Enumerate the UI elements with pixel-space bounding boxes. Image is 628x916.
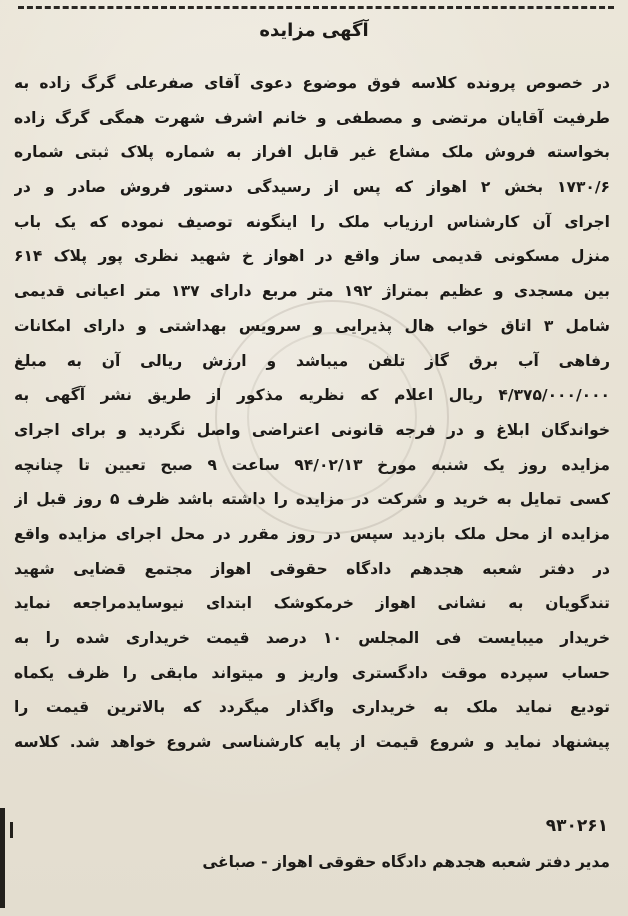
body-line: منزل مسکونی قدیمی ساز واقع در اهواز خ شهید نظری پور پلاک ۶۱۴ (14, 247, 610, 266)
body-line: اجرای آن کارشناس ارزیاب ملک را اینگونه توصیف نموده که یک باب (14, 212, 610, 231)
body-line: رفاهی آب برق گاز تلفن میباشد و ارزش ریالی آن به مبلغ (14, 351, 610, 370)
body-line: شامل ۳ اتاق خواب هال پذیرایی و سرویس بهداشتی و دارای امکانات (14, 316, 610, 335)
body-line: تودیع نماید ملک به خریداری واگذار میگردد که بالاترین قیمت را (14, 698, 610, 717)
body-line: خریدار میبایست فی المجلس ۱۰ درصد قیمت خریداری شده را به (14, 629, 610, 647)
body-line: مزایده از محل ملک بازدید سپس در روز مقرر در محل اجرای مزایده واقع (14, 524, 610, 543)
body-line: کسی تمایل به خرید و شرکت در مزایده را داشته باشد ظرف ۵ روز قبل از (14, 490, 610, 509)
body-line: ۴/۳۷۵/۰۰۰/۰۰۰ ریال اعلام که نظریه مذکور از طریق نشر آگهی به (14, 386, 610, 405)
body-line: حساب سپرده موقت دادگستری واریز و میتواند مابقی را ظرف یکماه (14, 663, 610, 682)
body-line: در خصوص پرونده کلاسه فوق موضوع دعوی آقای صفرعلی گرگ زاده به (14, 74, 610, 92)
body-line: تندگویان به نشانی اهواز خرمکوشک ابتدای نیوسایدمراجعه نماید (14, 594, 610, 613)
body-line: پیشنهاد نماید و شروع قیمت از پایه کارشناسی شروع خواهد شد. کلاسه (14, 733, 610, 752)
edge-bar (0, 808, 5, 908)
body-line: مزایده روز یک شنبه مورخ ۹۴/۰۲/۱۳ ساعت ۹ صبح تعیین تا چنانچه (14, 455, 610, 474)
notice-footer (14, 808, 610, 880)
body-line: بین مسجدی و عظیم بمتراژ ۱۹۲ متر مربع دارای ۱۳۷ متر اعیانی قدیمی (14, 282, 610, 301)
signature-line: مدیر دفتر شعبه هجدهم دادگاه حقوقی اهواز - صباغی (202, 853, 610, 871)
edge-mark (10, 822, 13, 838)
case-code: ۹۳۰۲۶۱ (545, 816, 608, 836)
notice-body (14, 66, 610, 760)
top-dashed-rule (18, 6, 614, 9)
body-line: بخواسته فروش ملک مشاع غیر قابل افراز به شماره پلاک ثبتی شماره (14, 143, 610, 162)
body-line: طرفیت آقایان مرتضی و مصطفی و خانم اشرف شهرت همگی گرگ زاده (14, 108, 610, 127)
body-line: در دفتر شعبه هجدهم دادگاه حقوقی اهواز مجتمع قضایی شهید (14, 559, 610, 578)
body-line: خواندگان ابلاغ و در فرجه قانونی اعتراضی واصل نگردید و برای اجرای (14, 420, 610, 439)
body-line: ۱۷۳۰/۶ بخش ۲ اهواز که پس از رسیدگی دستور فروش صادر و در (14, 178, 610, 197)
notice-title: آگهی مزایده (259, 20, 369, 41)
